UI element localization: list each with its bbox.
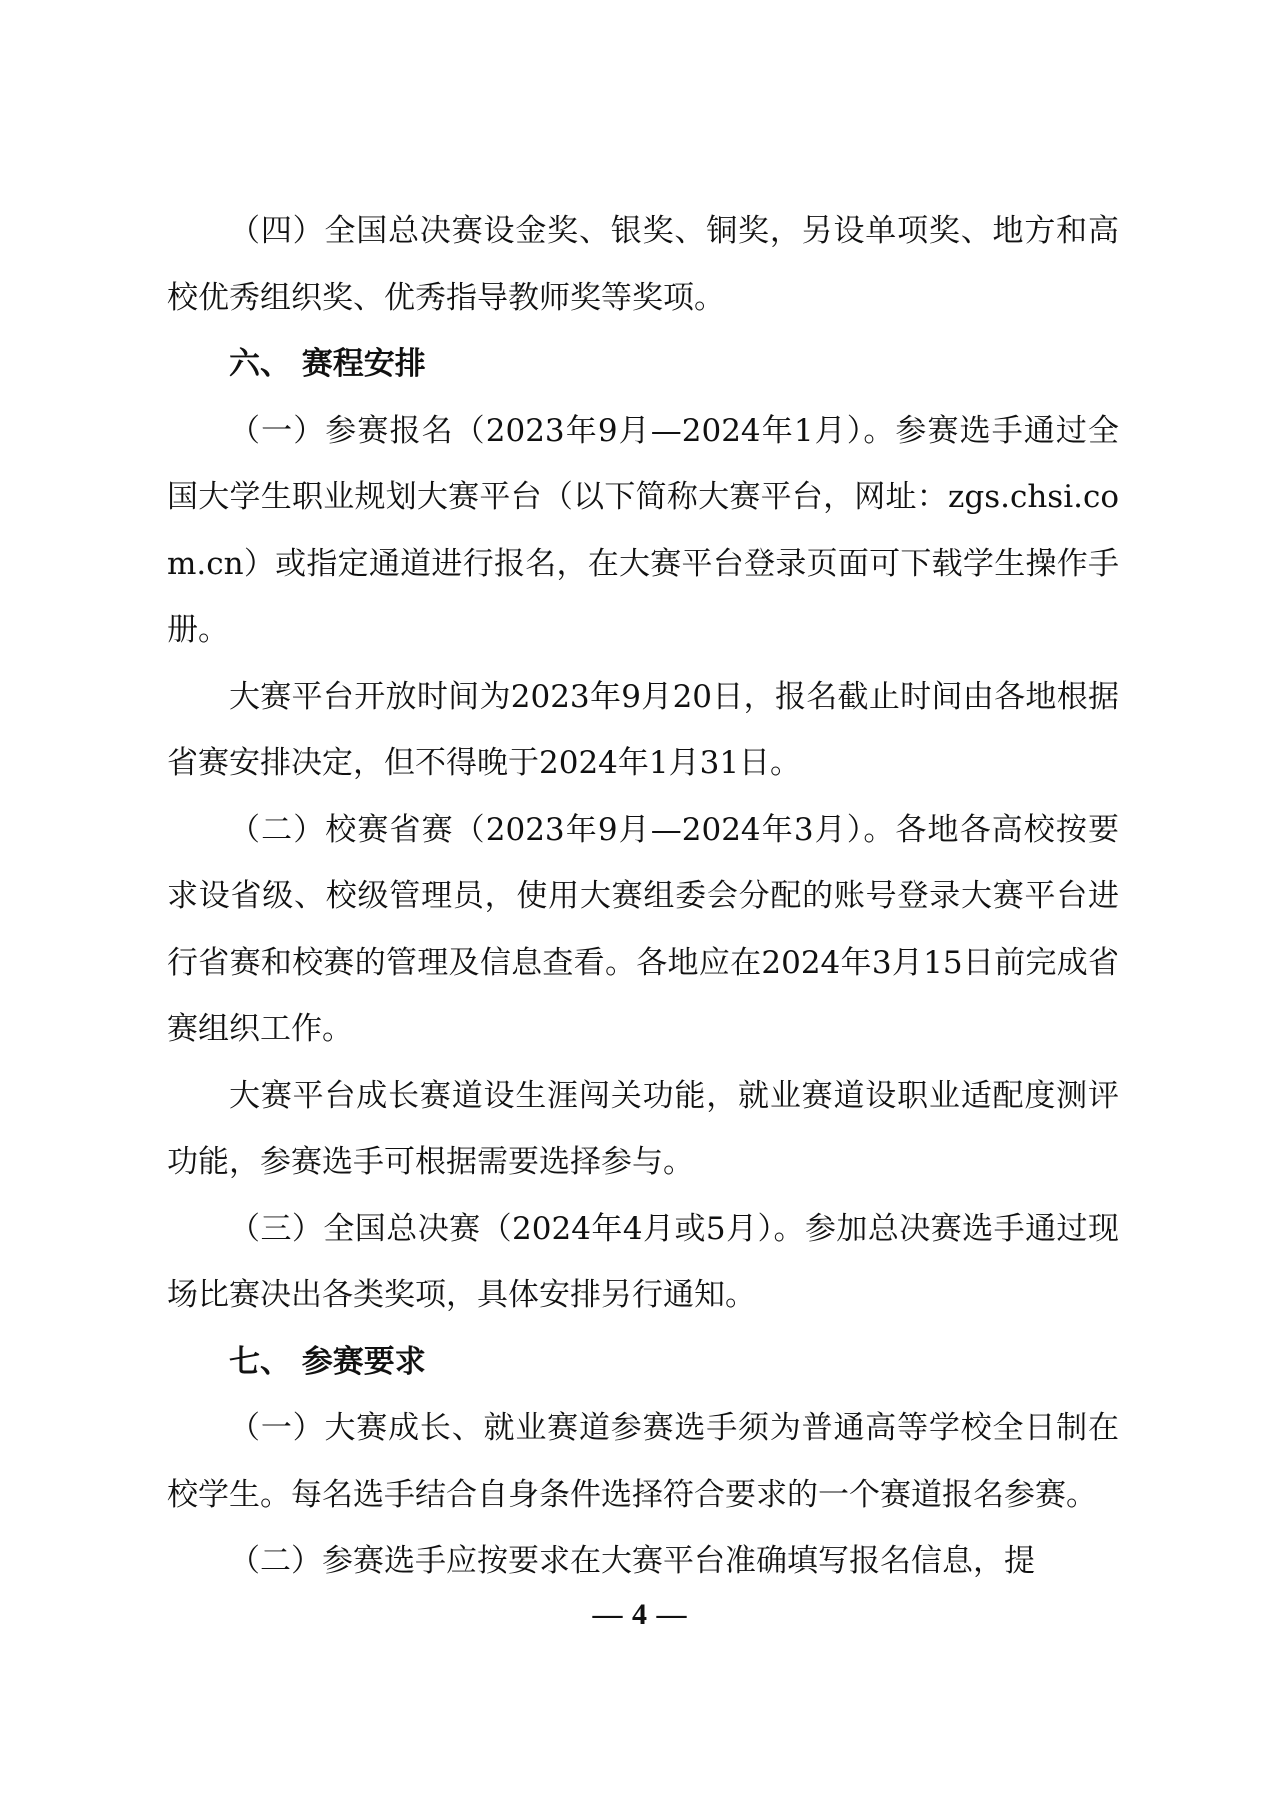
paragraph-tracks: 大赛平台成长赛道设生涯闯关功能，就业赛道设职业适配度测评功能，参赛选手可根据需要选择参与。 bbox=[167, 1077, 1119, 1180]
paragraph-registration: （一）参赛报名（2023年9月—2024年1月）。参赛选手通过全国大学生职业规划大赛平台（以下简称大赛平台，网址：zgs.chsi.com.cn）或指定通道进行报名，在大赛平台登录页面可下载学生操作手册。 bbox=[167, 412, 1119, 648]
page-number: — 4 — bbox=[592, 1598, 688, 1631]
paragraph-national-final: （三）全国总决赛（2024年4月或5月）。参加总决赛选手通过现场比赛决出各类奖项，具体安排另行通知。 bbox=[167, 1210, 1119, 1313]
paragraph-awards: （四）全国总决赛设金奖、银奖、铜奖，另设单项奖、地方和高校优秀组织奖、优秀指导教师奖等奖项。 bbox=[167, 213, 1119, 316]
paragraph-eligibility: （一）大赛成长、就业赛道参赛选手须为普通高等学校全日制在校学生。每名选手结合自身条件选择符合要求的一个赛道报名参赛。 bbox=[167, 1410, 1119, 1513]
paragraph-platform-open: 大赛平台开放时间为2023年9月20日，报名截止时间由各地根据省赛安排决定，但不得晚于2024年1月31日。 bbox=[167, 678, 1119, 781]
section-heading-schedule: 六、 赛程安排 bbox=[229, 346, 426, 382]
section-heading-requirements: 七、 参赛要求 bbox=[229, 1343, 426, 1380]
paragraph-school-provincial: （二）校赛省赛（2023年9月—2024年3月）。各地各高校按要求设省级、校级管理员，使用大赛组委会分配的账号登录大赛平台进行省赛和校赛的管理及信息查看。各地应在2024年3月15日前完成省赛组织工作。 bbox=[167, 811, 1119, 1047]
paragraph-registration-info: （二）参赛选手应按要求在大赛平台准确填写报名信息，提 bbox=[229, 1543, 1035, 1579]
document-body bbox=[167, 198, 1119, 1595]
